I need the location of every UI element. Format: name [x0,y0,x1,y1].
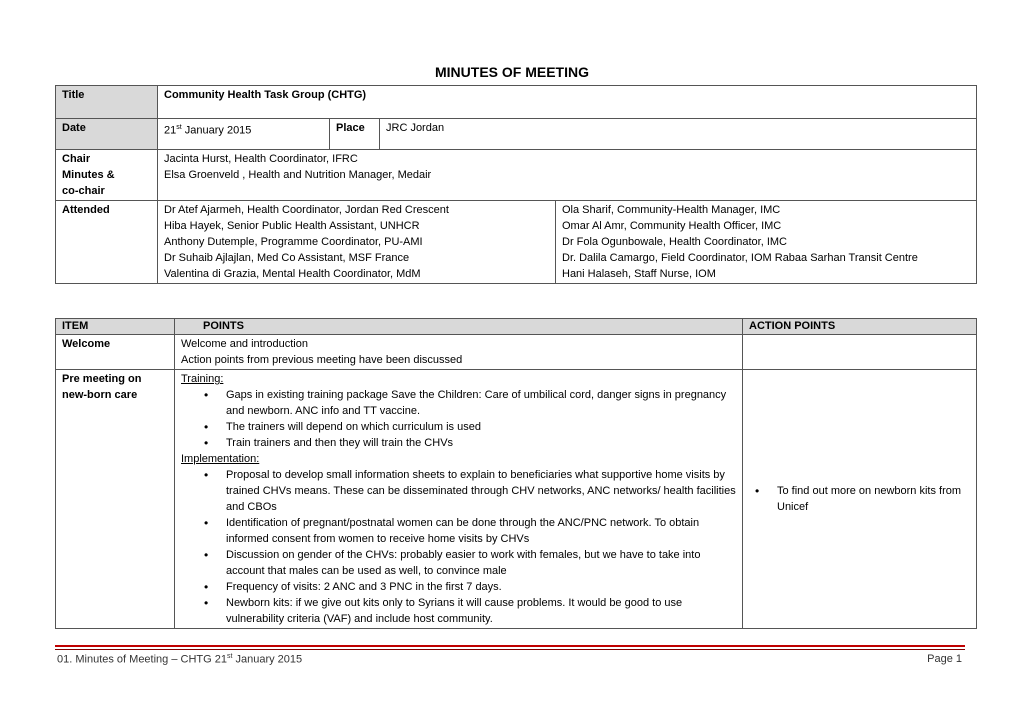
date-rest: January 2015 [181,124,252,137]
point-line: Action points from previous meeting have been discussed [181,354,463,366]
attended-right-list [556,201,977,284]
footer-prefix: 01. Minutes of Meeting – CHTG 21 [57,653,227,666]
chair-label: Chair [62,153,91,165]
attendee: Dr Suhaib Ajlajlan, Med Co Assistant, MSF France [164,252,410,264]
meeting-header-table [55,85,977,284]
footer-suffix: st [226,653,233,660]
list-item: • Newborn kits: if we give out kits only to Syrians it will cause problems. It would be good to use vulnerability criteria (VAF) and include host community. [226,595,736,627]
attendee: Omar Al Amr, Community Health Officer, IMC [562,220,782,232]
attended-row [56,201,977,284]
training-heading: Training: [181,373,224,385]
col-points-header: POINTS [175,319,743,335]
col-actions-header: ACTION POINTS [743,319,977,335]
list-item: • Train trainers and then they will train the CHVs [226,435,736,451]
implementation-list [181,467,736,627]
minutes-label: Minutes & [62,169,115,181]
list-item: • Gaps in existing training package Save the Children: Care of umbilical cord, danger signs in pregnancy and newborn. ANC info and TT vaccine. [226,387,736,419]
attended-label: Attended [56,201,158,284]
implementation-heading: Implementation: [181,453,260,465]
title-label: Title [56,86,158,119]
attendee: Dr Atef Ajarmeh, Health Coordinator, Jordan Red Crescent [164,204,449,216]
attendee: Valentina di Grazia, Mental Health Coordinator, MdM [164,268,421,280]
table-row [56,370,977,629]
action-list [749,483,970,515]
list-item: • To find out more on newborn kits from Unicef [777,483,970,515]
welcome-points [175,335,743,370]
title-value: Community Health Task Group (CHTG) [158,86,977,119]
attendee: Ola Sharif, Community-Health Manager, IMC [562,204,781,216]
welcome-actions [743,335,977,370]
training-list [181,387,736,451]
attendee: Dr. Dalila Camargo, Field Coordinator, IOM Rabaa Sarhan Transit Centre [562,252,918,264]
newborn-actions [743,370,977,629]
footer-rest: January 2015 [232,653,303,666]
newborn-item-line1: Pre meeting on [62,373,142,385]
list-item: • The trainers will depend on which curriculum is used [226,419,736,435]
chair-labels [56,150,158,201]
footer-rule-bottom [55,649,965,650]
welcome-item: Welcome [56,335,175,370]
date-row [56,119,977,150]
list-item: • Frequency of visits: 2 ANC and 3 PNC in the first 7 days. [226,579,736,595]
minutes-value: Elsa Groenveld , Health and Nutrition Manager, Medair [164,169,432,181]
newborn-points [175,370,743,629]
footer-rule-top [55,645,965,647]
date-day: 21 [164,124,177,137]
date-suffix: st [176,124,182,131]
footer-document-label [57,653,302,666]
chair-row [56,150,977,201]
items-header-row [56,319,977,335]
list-item: • Identification of pregnant/postnatal women can be done through the ANC/PNC network. To obtain informed consent from women to receive home visits by CHVs [226,515,736,547]
list-item: • Discussion on gender of the CHVs: probably easier to work with females, but we have to take into account that males can be used as well, to convince male [226,547,736,579]
title-row [56,86,977,119]
list-item: • Proposal to develop small information sheets to explain to beneficiaries what supportive home visits by trained CHVs means. These can be disseminated through CHV networks, ANC networks/ health facilities and CBOs [226,467,736,515]
point-line: Welcome and introduction [181,338,308,350]
chair-values [158,150,977,201]
table-row [56,335,977,370]
attendee: Dr Fola Ogunbowale, Health Coordinator, IMC [562,236,787,248]
attendee: Hiba Hayek, Senior Public Health Assistant, UNHCR [164,220,420,232]
newborn-item-line2: new-born care [62,389,138,401]
date-value [158,119,330,150]
agenda-items-table [55,318,977,629]
place-value: JRC Jordan [380,119,977,150]
attended-left-list [158,201,556,284]
newborn-item [56,370,175,629]
chair-value: Jacinta Hurst, Health Coordinator, IFRC [164,153,358,165]
col-item-header: ITEM [56,319,175,335]
date-label: Date [56,119,158,150]
page-number: Page 1 [927,653,962,665]
attendee: Hani Halaseh, Staff Nurse, IOM [562,268,716,280]
document-heading: MINUTES OF MEETING [435,64,589,80]
cochair-label: co-chair [62,185,105,197]
place-label: Place [330,119,380,150]
attendee: Anthony Dutemple, Programme Coordinator, PU-AMI [164,236,423,248]
